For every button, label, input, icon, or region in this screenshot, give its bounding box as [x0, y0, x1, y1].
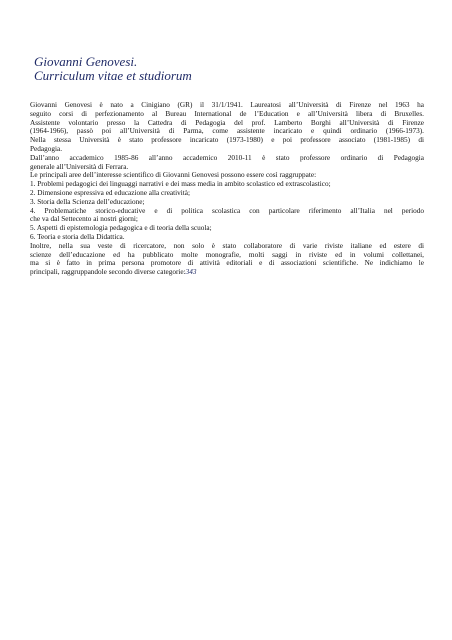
title-name: Giovanni Genovesi.	[34, 54, 138, 69]
body-line-last	[30, 268, 424, 277]
body-line: Le principali aree dell’interesse scientifico di Giovanni Genovesi possono essere così raggruppate:	[30, 171, 317, 180]
body-line: Nella stessa Università è stato professore incaricato (1973-1980) e poi professore associato (1981-1985) di	[30, 136, 424, 145]
body-line: (1964-1966), passò poi all’Università di Parma, come assistente incaricato e quindi ordinario (1966-1973).	[30, 127, 424, 136]
body-line: Assistente volontario presso la Cattedra di Pedagogia del prof. Lamberto Borghi all’Università di Firenze	[30, 118, 424, 127]
body-line: 4. Problematiche storico-educative e di politica scolastica con particolare riferimento all’Italia nel periodo	[30, 206, 424, 215]
body-line: 1. Problemi pedagogici dei linguaggi narrativi e dei mass media in ambito scolastico ed extrascolastico;	[30, 180, 331, 189]
body-line: 5. Aspetti di epistemologia pedagogica e di teoria della scuola;	[30, 224, 212, 233]
body-line: Inoltre, nella sua veste di ricercatore, non solo è stato collaboratore di varie riviste italiane ed estere di	[30, 241, 424, 250]
body-line: 6. Teoria e storia della Didattica.	[30, 232, 125, 241]
body-line: Dall’anno accademico 1985-86 all’anno accademico 2010-11 è stato professore ordinario di Pedagogia	[30, 153, 424, 162]
body-line-text: principali, raggruppandole secondo diverse categorie:	[30, 268, 186, 277]
title-subtitle: Curriculum vitae et studiorum	[34, 68, 192, 83]
document-title	[34, 55, 424, 83]
body-line: Pedagogia.	[30, 144, 63, 153]
body-line: che va dal Settecento ai nostri giorni;	[30, 215, 138, 224]
body-line: seguito corsi di perfezionamento al Bureau International de l’Education e all’Università libera di Bruxelles.	[30, 109, 424, 118]
body-line: generale all’Università di Ferrara.	[30, 162, 129, 171]
body-line: scienze dell’educazione ed ha pubblicato molte monografie, molti saggi in riviste ed in volumi collettanei,	[30, 250, 424, 259]
body-line: 2. Dimensione espressiva ed educazione alla creatività;	[30, 188, 191, 197]
body-line: Giovanni Genovesi è nato a Cinigiano (GR) il 31/1/1941. Laureatosi all’Università di Firenze nel 1963 ha	[30, 101, 424, 109]
body-line: 3. Storia della Scienza dell’educazione;	[30, 197, 145, 206]
body-line: ma si è fatto in prima persona promotore di attività editoriali e di associazioni scientifiche. Ne indichiamo le	[30, 259, 424, 268]
page-reference: 343	[185, 268, 197, 277]
body-text	[30, 101, 424, 277]
